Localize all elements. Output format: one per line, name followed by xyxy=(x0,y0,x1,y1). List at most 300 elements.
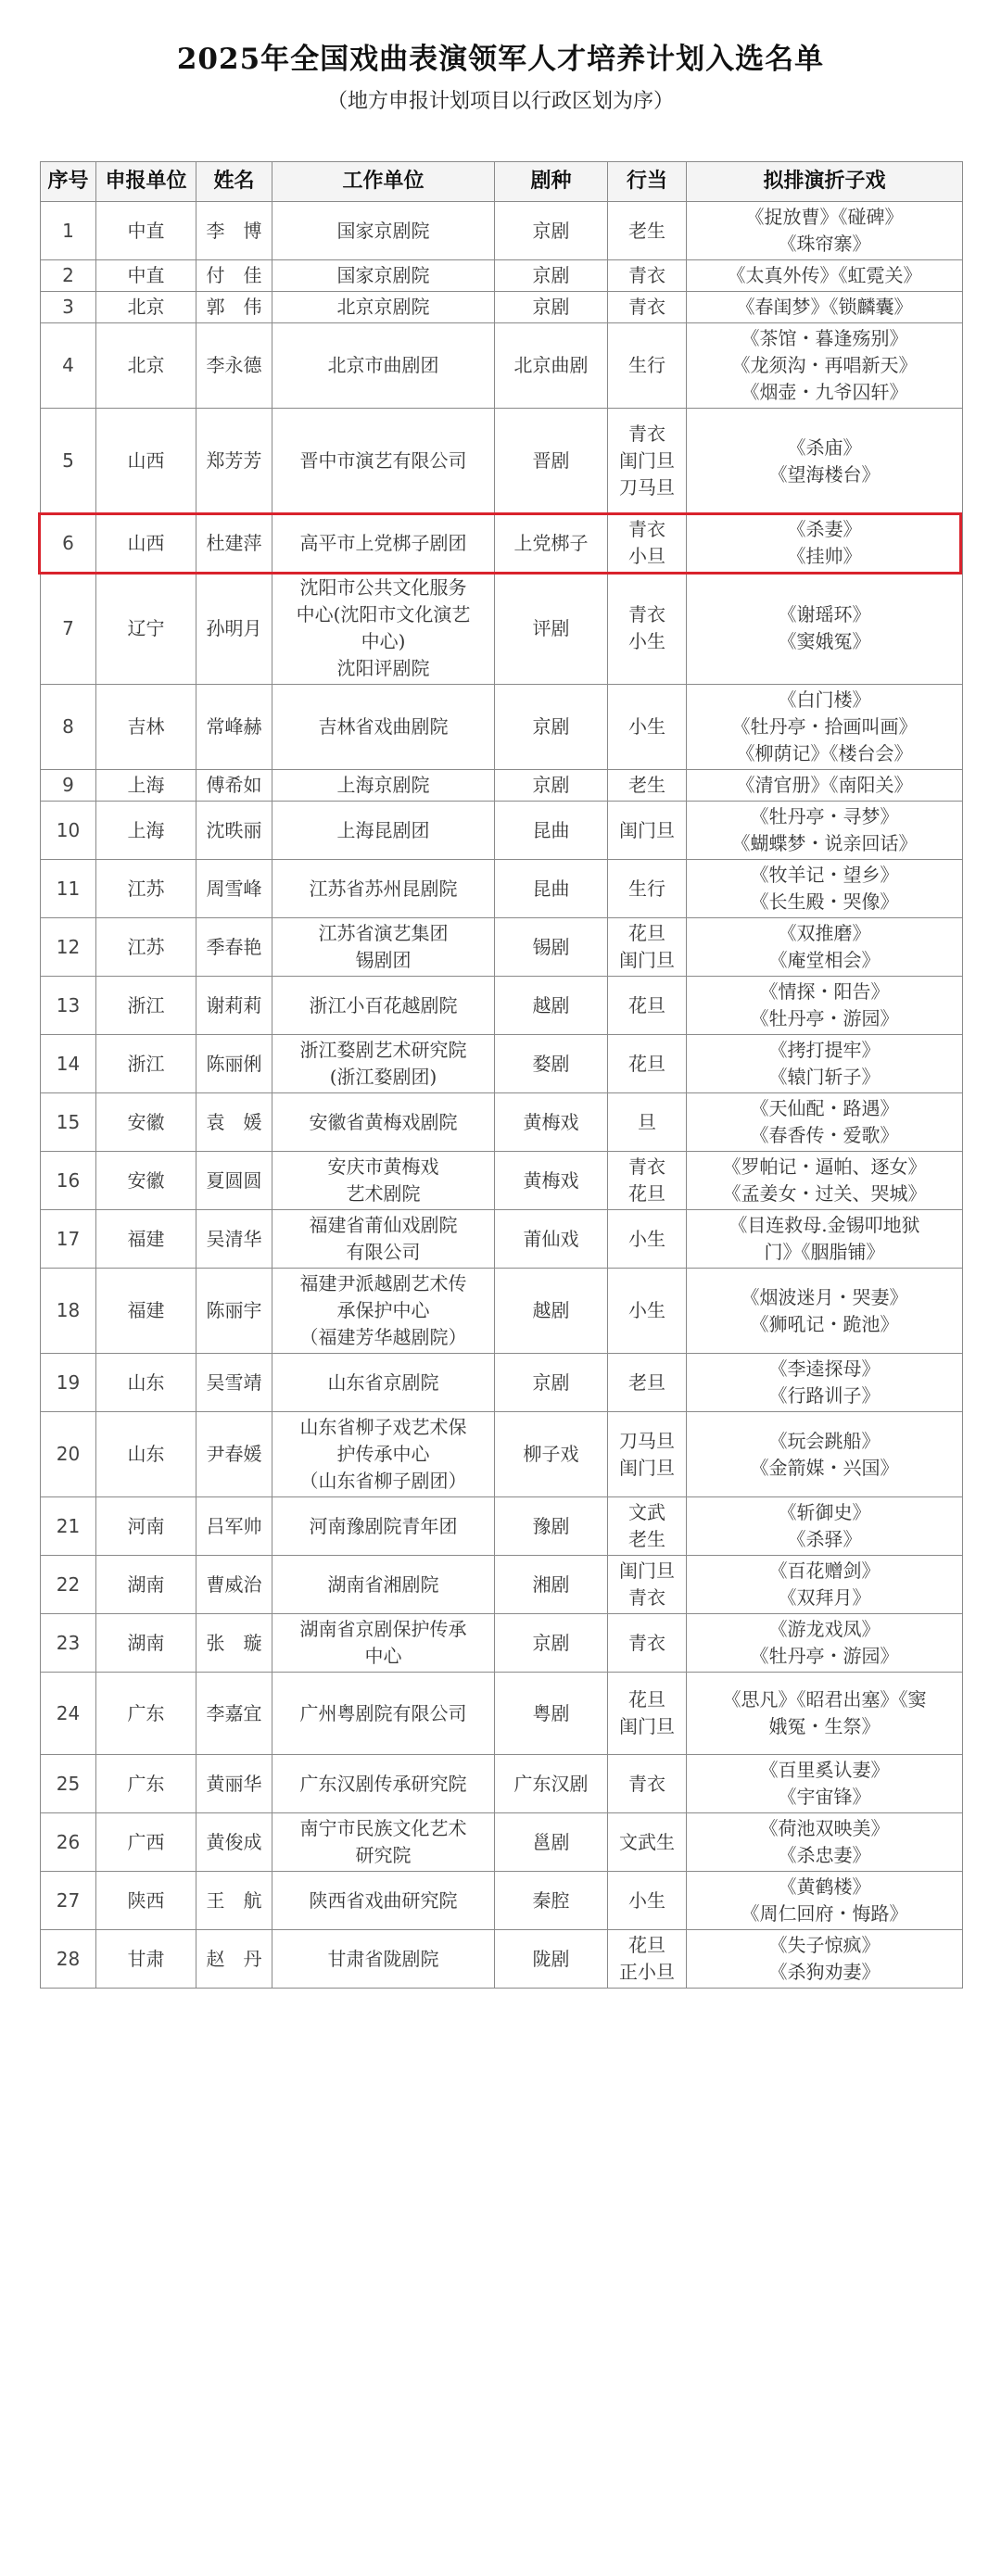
cell-region: 北京 xyxy=(96,323,196,409)
cell-unit xyxy=(272,323,495,409)
cell-plays xyxy=(687,1673,963,1755)
cell-plays-line: 《杀忠妻》 xyxy=(778,1844,871,1866)
cell-role-line: 闺门旦 xyxy=(619,1559,675,1582)
cell-plays-line: 《百里奚认妻》 xyxy=(759,1759,890,1781)
cell-genre: 黄梅戏 xyxy=(495,1093,608,1152)
cell-plays-line: 《杀狗劝妻》 xyxy=(768,1961,881,1983)
cell-plays xyxy=(687,918,963,977)
cell-seq: 4 xyxy=(41,323,96,409)
cell-plays xyxy=(687,977,963,1035)
cell-unit xyxy=(272,292,495,323)
table-row xyxy=(41,770,963,802)
cell-plays xyxy=(687,1556,963,1614)
cell-plays-line: 《谢瑶环》 xyxy=(778,603,871,625)
cell-name: 夏圆圆 xyxy=(196,1152,272,1210)
cell-unit xyxy=(272,202,495,260)
cell-genre: 昆曲 xyxy=(495,802,608,860)
cell-role-line: 小生 xyxy=(628,1888,665,1912)
cell-role xyxy=(608,1755,687,1813)
cell-unit xyxy=(272,1497,495,1556)
cell-role xyxy=(608,802,687,860)
cell-role xyxy=(608,1673,687,1755)
cell-role-line: 小生 xyxy=(628,715,665,738)
cell-name: 傅希如 xyxy=(196,770,272,802)
cell-name: 李 博 xyxy=(196,202,272,260)
cell-unit xyxy=(272,770,495,802)
cell-region: 江苏 xyxy=(96,860,196,918)
cell-name: 杜建萍 xyxy=(196,514,272,573)
cell-plays-line: 《玩会跳船》 xyxy=(768,1429,881,1452)
table-row xyxy=(41,1813,963,1872)
cell-plays xyxy=(687,202,963,260)
cell-genre: 湘剧 xyxy=(495,1556,608,1614)
cell-plays-line: 《烟波迷月・哭妻》 xyxy=(741,1285,908,1308)
cell-plays xyxy=(687,1930,963,1989)
cell-plays xyxy=(687,1755,963,1813)
cell-seq: 28 xyxy=(41,1930,96,1989)
cell-name: 吴清华 xyxy=(196,1210,272,1269)
cell-unit-line: 晋中市演艺有限公司 xyxy=(299,449,467,472)
cell-seq: 6 xyxy=(41,514,96,573)
cell-region: 浙江 xyxy=(96,977,196,1035)
cell-plays-line: 《双推磨》 xyxy=(778,922,871,944)
cell-region: 河南 xyxy=(96,1497,196,1556)
cell-region: 北京 xyxy=(96,292,196,323)
cell-plays-line: 《柳荫记》《楼台会》 xyxy=(736,742,913,764)
cell-plays-line: 《孟姜女・过关、哭城》 xyxy=(722,1182,927,1205)
cell-name: 郭 伟 xyxy=(196,292,272,323)
cell-plays-line: 《珠帘寨》 xyxy=(778,233,871,255)
cell-plays-line: 《牡丹亭・拾画叫画》 xyxy=(731,715,918,738)
cell-role-line: 青衣 xyxy=(628,1772,665,1795)
cell-role-line: 青衣 xyxy=(628,423,665,445)
cell-region: 吉林 xyxy=(96,685,196,770)
cell-plays-line: 《行路训子》 xyxy=(768,1384,881,1407)
cell-seq: 16 xyxy=(41,1152,96,1210)
cell-unit xyxy=(272,1556,495,1614)
cell-unit-line: 沈阳市公共文化服务 xyxy=(299,576,467,599)
cell-plays xyxy=(687,409,963,514)
cell-unit-line: 浙江小百花越剧院 xyxy=(309,993,458,1017)
cell-region: 浙江 xyxy=(96,1035,196,1093)
cell-role-line: 青衣 xyxy=(628,1631,665,1654)
cell-region: 广东 xyxy=(96,1673,196,1755)
cell-role-line: 旦 xyxy=(638,1110,656,1133)
cell-plays xyxy=(687,1269,963,1354)
cell-unit xyxy=(272,514,495,573)
cell-unit xyxy=(272,1035,495,1093)
cell-unit-line: 艺术剧院 xyxy=(346,1182,421,1205)
cell-genre: 越剧 xyxy=(495,977,608,1035)
table-row xyxy=(41,918,963,977)
header-name: 姓名 xyxy=(196,162,272,202)
cell-role-line: 小生 xyxy=(628,630,665,652)
cell-plays-line: 《黄鹤楼》 xyxy=(778,1875,871,1898)
cell-unit-line: 河南豫剧院青年团 xyxy=(309,1514,458,1537)
cell-unit-line: 国家京剧院 xyxy=(336,264,430,286)
cell-unit-line: 山东省京剧院 xyxy=(327,1370,439,1394)
cell-name: 陈丽俐 xyxy=(196,1035,272,1093)
table-row xyxy=(41,802,963,860)
cell-unit-line: 沈阳评剧院 xyxy=(336,657,430,679)
cell-unit xyxy=(272,1813,495,1872)
cell-plays xyxy=(687,323,963,409)
cell-unit-line: 承保护中心 xyxy=(336,1299,430,1321)
cell-genre: 京剧 xyxy=(495,770,608,802)
cell-plays-line: 《挂帅》 xyxy=(787,545,862,567)
cell-region: 湖南 xyxy=(96,1556,196,1614)
cell-plays xyxy=(687,1093,963,1152)
cell-seq: 13 xyxy=(41,977,96,1035)
cell-role-line: 小生 xyxy=(628,1299,665,1321)
cell-unit-line: 护传承中心 xyxy=(336,1443,430,1465)
table-row xyxy=(41,1210,963,1269)
cell-region: 中直 xyxy=(96,260,196,292)
cell-seq: 24 xyxy=(41,1673,96,1755)
cell-plays xyxy=(687,1354,963,1412)
cell-plays-line: 《宇宙锋》 xyxy=(778,1786,871,1808)
cell-role xyxy=(608,1813,687,1872)
cell-genre: 柳子戏 xyxy=(495,1412,608,1497)
cell-name: 孙明月 xyxy=(196,573,272,685)
cell-role xyxy=(608,1354,687,1412)
cell-role xyxy=(608,977,687,1035)
cell-role-line: 小生 xyxy=(628,1227,665,1250)
table-row xyxy=(41,1755,963,1813)
cell-plays-line: 《望海楼台》 xyxy=(768,462,881,486)
cell-plays-line: 《百花赠剑》 xyxy=(768,1559,881,1582)
cell-name: 沈昳丽 xyxy=(196,802,272,860)
cell-genre: 越剧 xyxy=(495,1269,608,1354)
table-row xyxy=(41,1269,963,1354)
cell-seq: 12 xyxy=(41,918,96,977)
cell-plays xyxy=(687,1412,963,1497)
cell-genre: 婺剧 xyxy=(495,1035,608,1093)
cell-role xyxy=(608,514,687,573)
cell-region: 上海 xyxy=(96,802,196,860)
table-row xyxy=(41,1930,963,1989)
cell-seq: 3 xyxy=(41,292,96,323)
cell-role xyxy=(608,573,687,685)
header-unit: 工作单位 xyxy=(272,162,495,202)
cell-role-line: 文武生 xyxy=(619,1830,675,1853)
table-row xyxy=(41,1093,963,1152)
cell-role xyxy=(608,409,687,514)
table-row xyxy=(41,1035,963,1093)
cell-unit xyxy=(272,918,495,977)
cell-name: 张 璇 xyxy=(196,1614,272,1673)
cell-unit-line: （福建芳华越剧院） xyxy=(299,1326,467,1348)
cell-seq: 25 xyxy=(41,1755,96,1813)
cell-plays-line: 《拷打提牢》 xyxy=(768,1039,881,1061)
table-row xyxy=(41,1673,963,1755)
cell-genre: 北京曲剧 xyxy=(495,323,608,409)
cell-plays-line: 《清官册》《南阳关》 xyxy=(736,774,913,796)
cell-unit-line: 江苏省演艺集团 xyxy=(318,922,449,944)
cell-plays-line: 《情探・阳告》 xyxy=(759,980,890,1003)
cell-role-line: 青衣 xyxy=(628,603,665,625)
table-row xyxy=(41,1556,963,1614)
cell-unit xyxy=(272,1354,495,1412)
cell-plays-line: 《牡丹亭・游园》 xyxy=(750,1645,899,1667)
cell-role-line: 老旦 xyxy=(628,1370,665,1394)
cell-role xyxy=(608,1269,687,1354)
cell-name: 季春艳 xyxy=(196,918,272,977)
cell-genre: 陇剧 xyxy=(495,1930,608,1989)
cell-seq: 22 xyxy=(41,1556,96,1614)
cell-region: 山东 xyxy=(96,1412,196,1497)
cell-plays-line: 《目连救母.金锡叩地狱 xyxy=(729,1214,920,1236)
cell-unit xyxy=(272,1673,495,1755)
cell-genre: 昆曲 xyxy=(495,860,608,918)
cell-role-line: 花旦 xyxy=(628,1934,665,1956)
table-row xyxy=(41,1354,963,1412)
cell-plays-line: 《春闺梦》《锁麟囊》 xyxy=(736,296,913,318)
cell-unit-line: 甘肃省陇剧院 xyxy=(327,1947,439,1970)
cell-plays-line: 《思凡》《昭君出塞》《窦 xyxy=(722,1688,927,1711)
cell-role-line: 老生 xyxy=(628,219,665,242)
cell-plays-line: 《游龙戏凤》 xyxy=(768,1618,881,1640)
candidate-table xyxy=(40,161,963,1989)
cell-role xyxy=(608,1412,687,1497)
cell-genre: 京剧 xyxy=(495,260,608,292)
cell-unit-line: 中心 xyxy=(364,1645,402,1667)
cell-plays-line: 《杀驿》 xyxy=(787,1528,862,1550)
cell-genre: 黄梅戏 xyxy=(495,1152,608,1210)
cell-name: 陈丽宇 xyxy=(196,1269,272,1354)
cell-plays xyxy=(687,573,963,685)
cell-region: 福建 xyxy=(96,1269,196,1354)
cell-seq: 27 xyxy=(41,1872,96,1930)
cell-plays xyxy=(687,1872,963,1930)
cell-role-line: 花旦 xyxy=(628,1182,665,1205)
cell-plays-line: 《辕门斩子》 xyxy=(768,1066,881,1088)
table-row xyxy=(41,292,963,323)
cell-plays xyxy=(687,802,963,860)
cell-plays-line: 《斩御史》 xyxy=(778,1501,871,1523)
cell-region: 山西 xyxy=(96,514,196,573)
cell-plays xyxy=(687,1152,963,1210)
cell-name: 袁 媛 xyxy=(196,1093,272,1152)
cell-unit-line: 上海昆剧团 xyxy=(336,818,430,841)
cell-role-line: 刀马旦 xyxy=(619,476,675,499)
cell-name: 郑芳芳 xyxy=(196,409,272,514)
cell-genre: 秦腔 xyxy=(495,1872,608,1930)
cell-genre: 京剧 xyxy=(495,685,608,770)
cell-genre: 京剧 xyxy=(495,1354,608,1412)
cell-unit xyxy=(272,977,495,1035)
cell-genre: 晋剧 xyxy=(495,409,608,514)
table-row xyxy=(41,260,963,292)
cell-unit-line: 安庆市黄梅戏 xyxy=(327,1155,439,1178)
cell-unit xyxy=(272,860,495,918)
cell-plays xyxy=(687,1813,963,1872)
cell-plays-line: 《狮吼记・跪池》 xyxy=(750,1312,899,1335)
cell-seq: 14 xyxy=(41,1035,96,1093)
cell-unit xyxy=(272,1210,495,1269)
cell-region: 安徽 xyxy=(96,1152,196,1210)
table-row xyxy=(41,409,963,514)
cell-plays-line: 门》《胭脂铺》 xyxy=(764,1241,885,1263)
cell-plays-line: 《牡丹亭・游园》 xyxy=(750,1007,899,1029)
cell-role xyxy=(608,292,687,323)
cell-region: 中直 xyxy=(96,202,196,260)
cell-role xyxy=(608,202,687,260)
cell-role xyxy=(608,1614,687,1673)
cell-genre: 上党梆子 xyxy=(495,514,608,573)
cell-plays-line: 《烟壶・九爷囚轩》 xyxy=(741,381,908,403)
cell-seq: 17 xyxy=(41,1210,96,1269)
cell-unit-line: 南宁市民族文化艺术 xyxy=(299,1817,467,1839)
cell-plays xyxy=(687,770,963,802)
cell-role-line: 老生 xyxy=(628,1528,665,1550)
cell-plays-line: 《周仁回府・悔路》 xyxy=(741,1902,908,1925)
table-row xyxy=(41,573,963,685)
cell-unit xyxy=(272,1152,495,1210)
cell-plays xyxy=(687,292,963,323)
cell-unit-line: 国家京剧院 xyxy=(336,219,430,242)
cell-unit xyxy=(272,1614,495,1673)
cell-unit-line: 江苏省苏州昆剧院 xyxy=(309,877,458,900)
cell-role xyxy=(608,918,687,977)
cell-region: 广东 xyxy=(96,1755,196,1813)
cell-plays xyxy=(687,1210,963,1269)
table-row xyxy=(41,1412,963,1497)
cell-role xyxy=(608,1093,687,1152)
cell-region: 陕西 xyxy=(96,1872,196,1930)
table-row xyxy=(41,323,963,409)
cell-plays-line: 《茶馆・暮逢殇别》 xyxy=(741,327,908,349)
cell-role xyxy=(608,685,687,770)
cell-seq: 19 xyxy=(41,1354,96,1412)
cell-name: 吕军帅 xyxy=(196,1497,272,1556)
cell-seq: 20 xyxy=(41,1412,96,1497)
cell-name: 黄丽华 xyxy=(196,1755,272,1813)
cell-seq: 9 xyxy=(41,770,96,802)
cell-unit xyxy=(272,1269,495,1354)
cell-unit-line: 高平市上党梆子剧团 xyxy=(299,531,467,554)
cell-plays-line: 《杀庙》 xyxy=(787,436,862,459)
cell-unit-line: 北京京剧院 xyxy=(336,296,430,318)
cell-seq: 8 xyxy=(41,685,96,770)
cell-genre: 京剧 xyxy=(495,292,608,323)
cell-plays-line: 《捉放曹》《碰碑》 xyxy=(745,206,904,228)
cell-plays-line: 《荷池双映美》 xyxy=(759,1817,890,1839)
cell-plays xyxy=(687,1035,963,1093)
cell-seq: 2 xyxy=(41,260,96,292)
cell-plays-line: 《罗帕记・逼帕、逐女》 xyxy=(722,1155,927,1178)
cell-seq: 15 xyxy=(41,1093,96,1152)
cell-role xyxy=(608,1210,687,1269)
cell-plays-line: 《李逵探母》 xyxy=(768,1357,881,1380)
cell-plays xyxy=(687,260,963,292)
cell-plays-line: 《龙须沟・再唱新天》 xyxy=(731,354,918,376)
cell-seq: 7 xyxy=(41,573,96,685)
cell-role xyxy=(608,1035,687,1093)
cell-unit-line: 福建尹派越剧艺术传 xyxy=(299,1272,467,1294)
cell-region: 甘肃 xyxy=(96,1930,196,1989)
table-header-row xyxy=(41,162,963,202)
cell-plays-line: 娥冤・生祭》 xyxy=(768,1715,881,1737)
cell-plays xyxy=(687,1614,963,1673)
cell-region: 湖南 xyxy=(96,1614,196,1673)
cell-name: 曹威治 xyxy=(196,1556,272,1614)
cell-role-line: 青衣 xyxy=(628,264,665,286)
cell-name: 常峰赫 xyxy=(196,685,272,770)
cell-role-line: 青衣 xyxy=(628,518,665,540)
cell-unit xyxy=(272,1755,495,1813)
cell-plays xyxy=(687,1497,963,1556)
cell-unit-line: 上海京剧院 xyxy=(336,774,430,796)
cell-role-line: 青衣 xyxy=(628,1586,665,1609)
cell-unit-line: 山东省柳子戏艺术保 xyxy=(299,1416,467,1438)
cell-plays-line: 《春香传・爱歌》 xyxy=(750,1124,899,1146)
cell-genre: 京剧 xyxy=(495,202,608,260)
cell-role-line: 老生 xyxy=(628,774,665,796)
cell-name: 周雪峰 xyxy=(196,860,272,918)
table-row xyxy=(41,514,963,573)
cell-unit-line: 北京市曲剧团 xyxy=(327,354,439,376)
cell-unit-line: 有限公司 xyxy=(346,1241,421,1263)
cell-genre: 豫剧 xyxy=(495,1497,608,1556)
cell-role-line: 生行 xyxy=(628,877,665,900)
cell-role xyxy=(608,1556,687,1614)
cell-unit xyxy=(272,1872,495,1930)
cell-role-line: 闺门旦 xyxy=(619,449,675,472)
cell-role xyxy=(608,1872,687,1930)
cell-name: 吴雪靖 xyxy=(196,1354,272,1412)
cell-region: 福建 xyxy=(96,1210,196,1269)
cell-plays-line: 《牡丹亭・寻梦》 xyxy=(750,805,899,827)
table-row xyxy=(41,860,963,918)
cell-role xyxy=(608,1930,687,1989)
cell-genre: 莆仙戏 xyxy=(495,1210,608,1269)
cell-role-line: 闺门旦 xyxy=(619,818,675,841)
cell-role-line: 花旦 xyxy=(628,1688,665,1711)
cell-unit-line: 广州粤剧院有限公司 xyxy=(299,1701,467,1724)
cell-name: 谢莉莉 xyxy=(196,977,272,1035)
cell-unit xyxy=(272,802,495,860)
cell-seq: 23 xyxy=(41,1614,96,1673)
cell-name: 李永德 xyxy=(196,323,272,409)
cell-plays-line: 《失子惊疯》 xyxy=(768,1934,881,1956)
cell-unit xyxy=(272,1093,495,1152)
cell-role xyxy=(608,1497,687,1556)
cell-role-line: 青衣 xyxy=(628,1155,665,1178)
cell-role-line: 正小旦 xyxy=(619,1961,675,1983)
table-row xyxy=(41,1497,963,1556)
header-seq: 序号 xyxy=(41,162,96,202)
cell-seq: 11 xyxy=(41,860,96,918)
table-body xyxy=(41,202,963,1989)
cell-role-line: 花旦 xyxy=(628,922,665,944)
cell-plays-line: 《牧羊记・望乡》 xyxy=(750,864,899,886)
table-row xyxy=(41,1614,963,1673)
cell-role xyxy=(608,1152,687,1210)
cell-unit xyxy=(272,260,495,292)
cell-genre: 粤剧 xyxy=(495,1673,608,1755)
cell-unit-line: （山东省柳子剧团） xyxy=(299,1470,467,1492)
cell-role xyxy=(608,260,687,292)
cell-unit-line: 中心(沈阳市文化演艺 xyxy=(296,603,471,625)
cell-unit xyxy=(272,685,495,770)
header-genre: 剧种 xyxy=(495,162,608,202)
cell-plays-line: 《双拜月》 xyxy=(778,1586,871,1609)
cell-plays-line: 《窦娥冤》 xyxy=(778,630,871,652)
cell-unit xyxy=(272,1412,495,1497)
cell-role-line: 闺门旦 xyxy=(619,949,675,971)
cell-unit-line: 湖南省京剧保护传承 xyxy=(299,1618,467,1640)
